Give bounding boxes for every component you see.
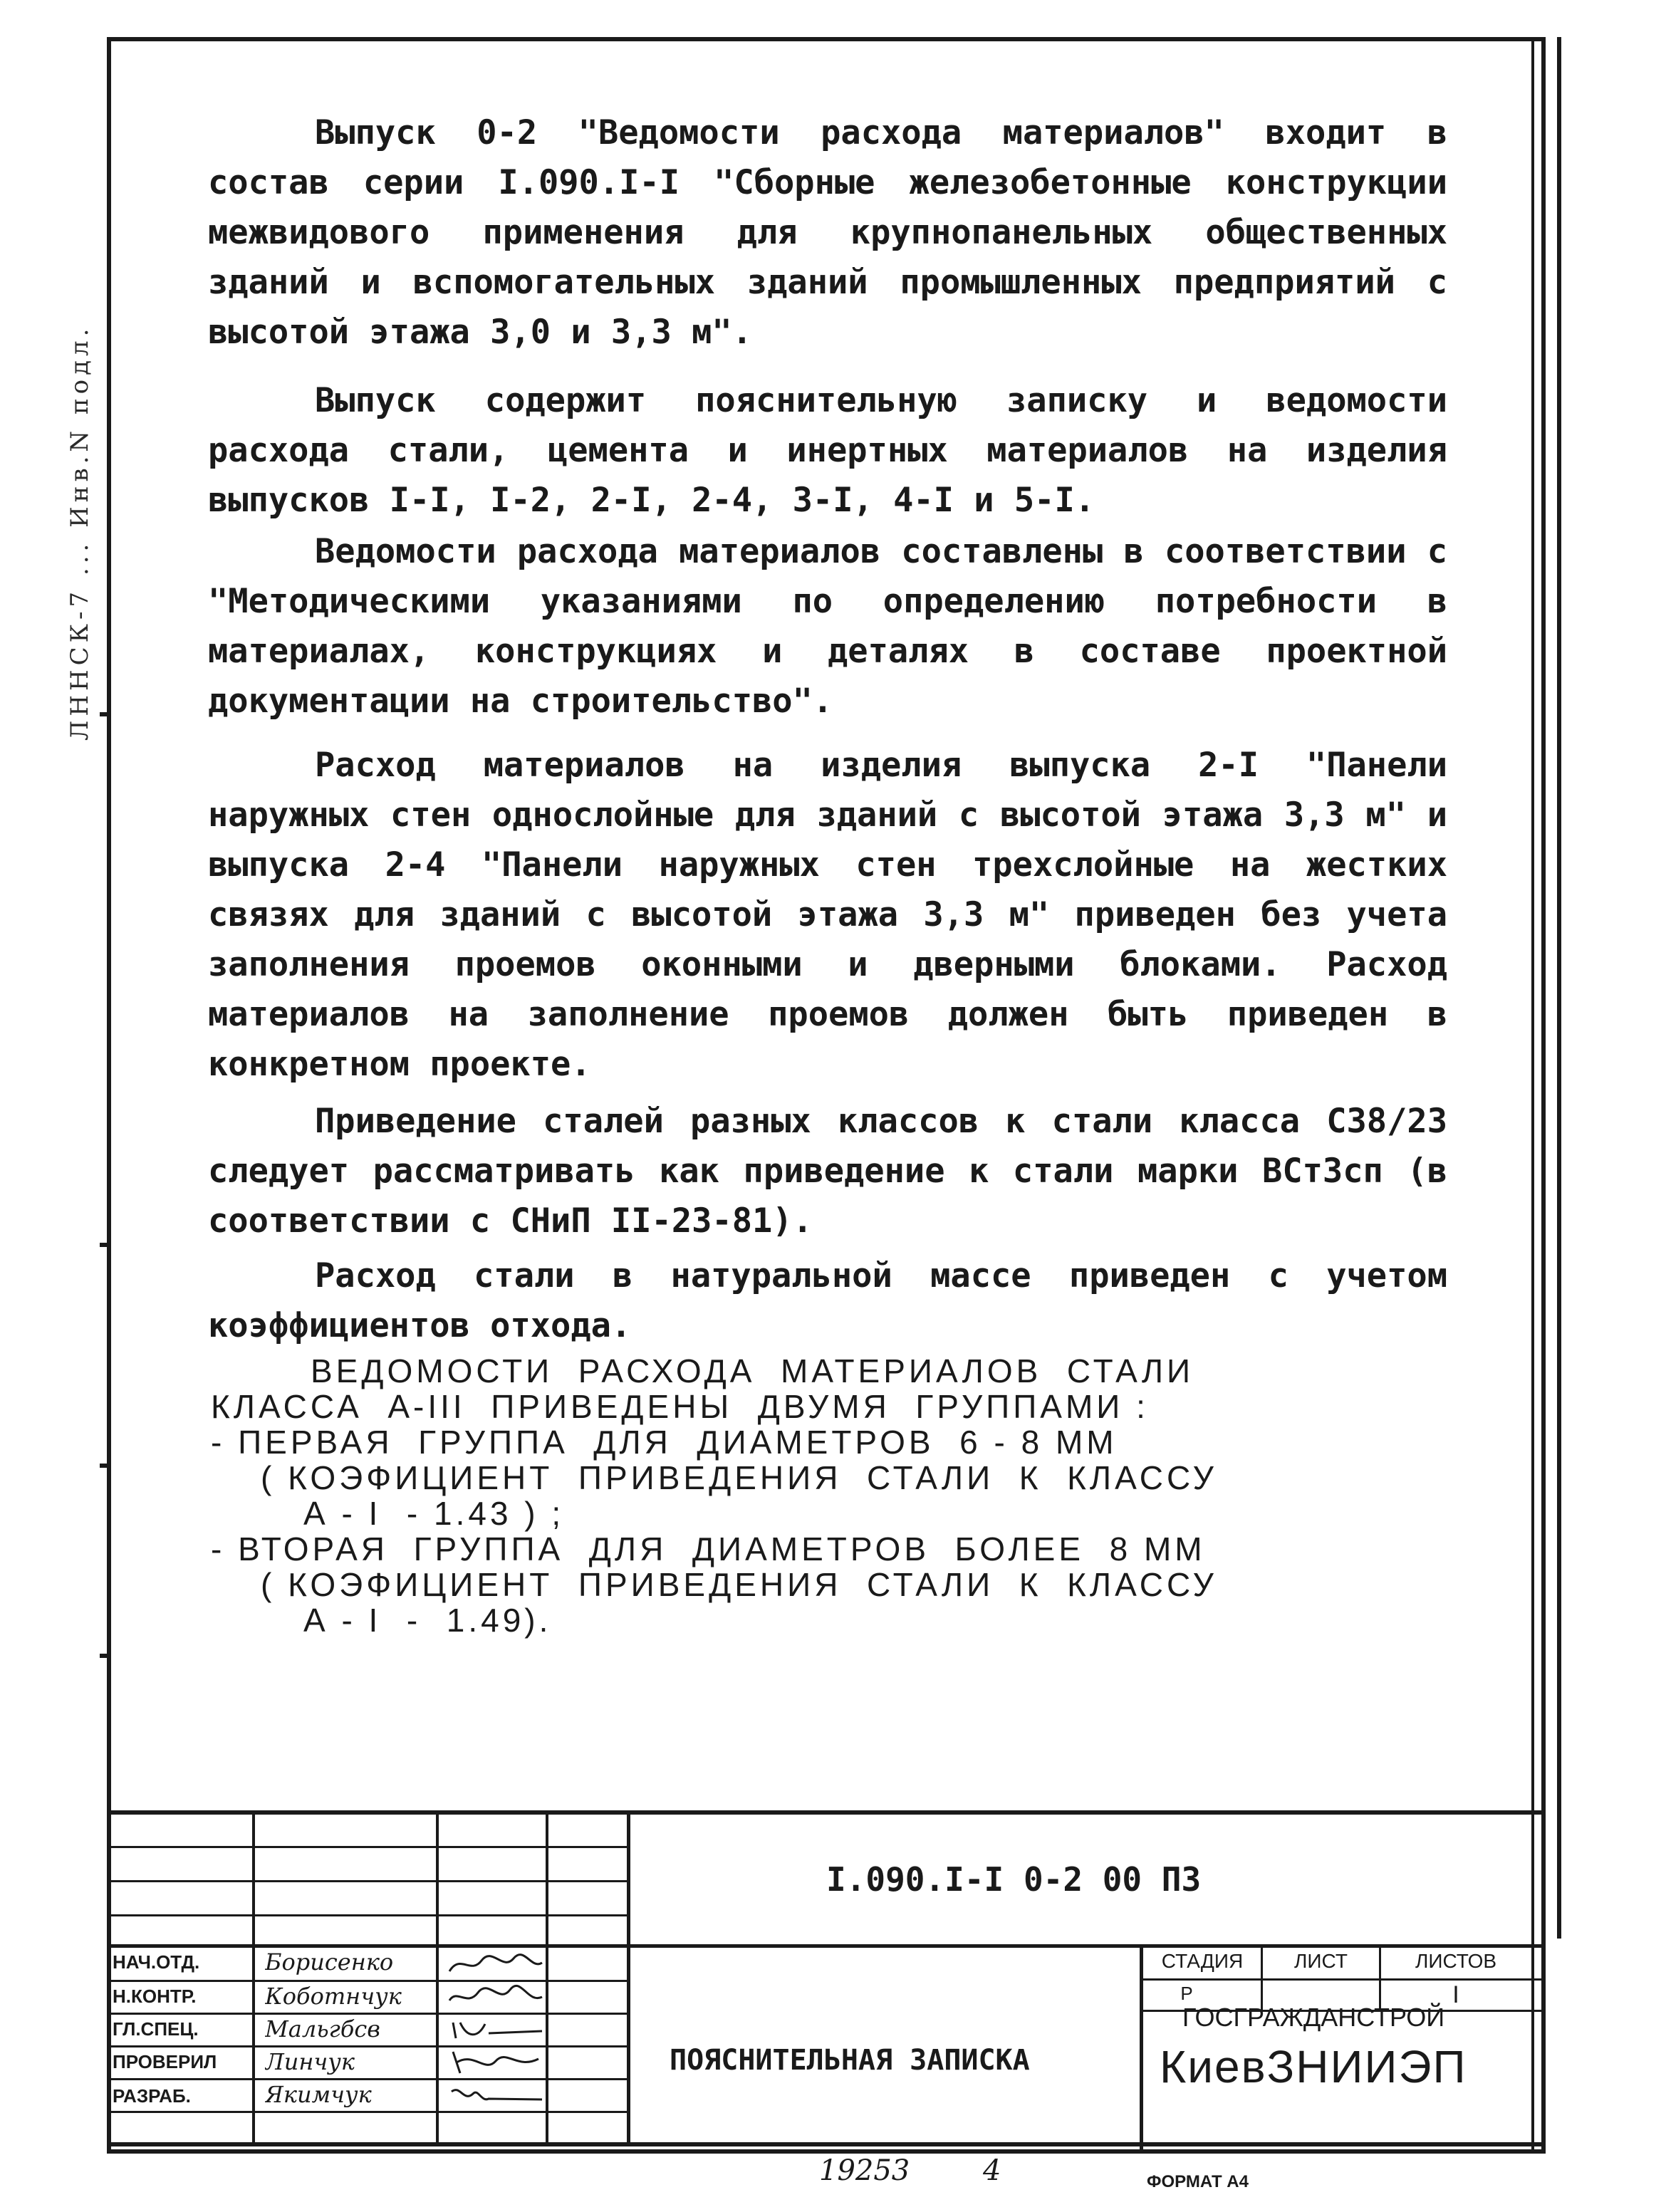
role-label: РАЗРАБ. bbox=[113, 2085, 191, 2107]
page-number: 4 bbox=[983, 2154, 1001, 2187]
signature-mark bbox=[446, 1983, 546, 2011]
paragraph-6: Расход стали в натуральной массе приведен с учетом коэффициентов отхода. bbox=[208, 1256, 1447, 1345]
paragraph-5: Приведение сталей разных классов к стали класса С38/23 следует рассматривать как приведение к стали марки ВСт3сп (в соответствии с СНиП II-23-81). bbox=[208, 1102, 1447, 1241]
signature-mark bbox=[446, 2015, 546, 2044]
margin-tick bbox=[100, 1464, 111, 1468]
role-label: ПРОВЕРИЛ bbox=[113, 2051, 217, 2072]
role-label: Н.КОНТР. bbox=[113, 1986, 197, 2007]
signature-mark bbox=[446, 1950, 546, 1978]
signer-name: Мальгбсв bbox=[265, 2015, 380, 2043]
handwritten-line: КЛАССА А-III ПРИВЕДЕНЫ ДВУМЯ ГРУППАМИ : bbox=[211, 1388, 1149, 1425]
margin-note: ЛННСК-7 ... Инв.N подл. bbox=[66, 324, 94, 741]
frame-right-line bbox=[1557, 37, 1561, 1939]
paragraph-3: Ведомости расхода материалов составлены в соответствии с "Методическими указаниями по определению потребности в материалах, конструкциях и деталях в составе проектной документации на строительство". bbox=[208, 532, 1447, 721]
handwritten-line: ВЕДОМОСТИ РАСХОДА МАТЕРИАЛОВ СТАЛИ bbox=[311, 1352, 1194, 1389]
paragraph-1: Выпуск 0-2 "Ведомости расхода материалов" входит в состав серии I.090.I-I "Сборные железобетонные конструкции межвидового применения для крупнопанельных общественных зданий и вспомогательных зданий промышленных предприятий с высотой этажа 3,0 и 3,3 м". bbox=[208, 113, 1447, 352]
signature-mark bbox=[446, 2048, 546, 2077]
handwritten-line: А - I - 1.49). bbox=[303, 1602, 552, 1639]
document-code: I.090.I-I 0-2 00 ПЗ bbox=[826, 1860, 1202, 1899]
signature-mark bbox=[446, 2081, 546, 2109]
sheets-header: ЛИСТОВ bbox=[1415, 1950, 1497, 1972]
stage-value: Р bbox=[1180, 1983, 1193, 2004]
format-label: ФОРМАТ А4 bbox=[1147, 2172, 1249, 2191]
frame-inner-line bbox=[1531, 37, 1539, 2154]
document-title: ПОЯСНИТЕЛЬНАЯ ЗАПИСКА bbox=[670, 2044, 1030, 2077]
signer-name: Якимчук bbox=[265, 2081, 372, 2108]
signer-name: Линчук bbox=[265, 2048, 355, 2075]
inventory-number: 19253 bbox=[819, 2154, 910, 2187]
handwritten-note bbox=[211, 1353, 1350, 1638]
handwritten-line: - ПЕРВАЯ ГРУППА ДЛЯ ДИАМЕТРОВ 6 - 8 ММ bbox=[211, 1424, 1118, 1461]
sheets-value: I bbox=[1452, 1981, 1459, 2008]
organization-institute: КиевЗНИИЭП bbox=[1160, 2041, 1467, 2092]
sheet-header: ЛИСТ bbox=[1294, 1950, 1348, 1972]
handwritten-line: ( КОЭФИЦИЕНТ ПРИВЕДЕНИЯ СТАЛИ К КЛАССУ bbox=[261, 1459, 1217, 1496]
stage-header: СТАДИЯ bbox=[1161, 1950, 1244, 1972]
organization-name: ГОСГРАЖДАНСТРОЙ bbox=[1182, 2003, 1445, 2032]
margin-tick bbox=[100, 1243, 111, 1247]
handwritten-line: А - I - 1.43 ) ; bbox=[303, 1495, 565, 1532]
signer-name: Борисенко bbox=[265, 1948, 394, 1976]
signer-name: Коботнчук bbox=[265, 1983, 402, 2010]
handwritten-line: ( КОЭФИЦИЕНТ ПРИВЕДЕНИЯ СТАЛИ К КЛАССУ bbox=[261, 1566, 1217, 1603]
handwritten-line: - ВТОРАЯ ГРУППА ДЛЯ ДИАМЕТРОВ БОЛЕЕ 8 ММ bbox=[211, 1530, 1206, 1567]
paragraph-4: Расход материалов на изделия выпуска 2-I "Панели наружных стен однослойные для зданий с высотой этажа 3,3 м" и выпуска 2-4 "Панели наружных стен трехслойные на жестких связях для зданий с высотой этажа 3,3 м" приведен без учета заполнения проемов оконными и дверными блоками. Расход материалов на заполнение проемов должен быть приведен в конкретном проекте. bbox=[208, 746, 1447, 1084]
margin-tick bbox=[100, 1654, 111, 1658]
role-label: НАЧ.ОТД. bbox=[113, 1951, 200, 1973]
paragraph-2: Выпуск содержит пояснительную записку и ведомости расхода стали, цемента и инертных материалов на изделия выпусков I-I, I-2, 2-I, 2-4, 3-I, 4-I и 5-I. bbox=[208, 381, 1447, 520]
role-label: ГЛ.СПЕЦ. bbox=[113, 2018, 199, 2040]
